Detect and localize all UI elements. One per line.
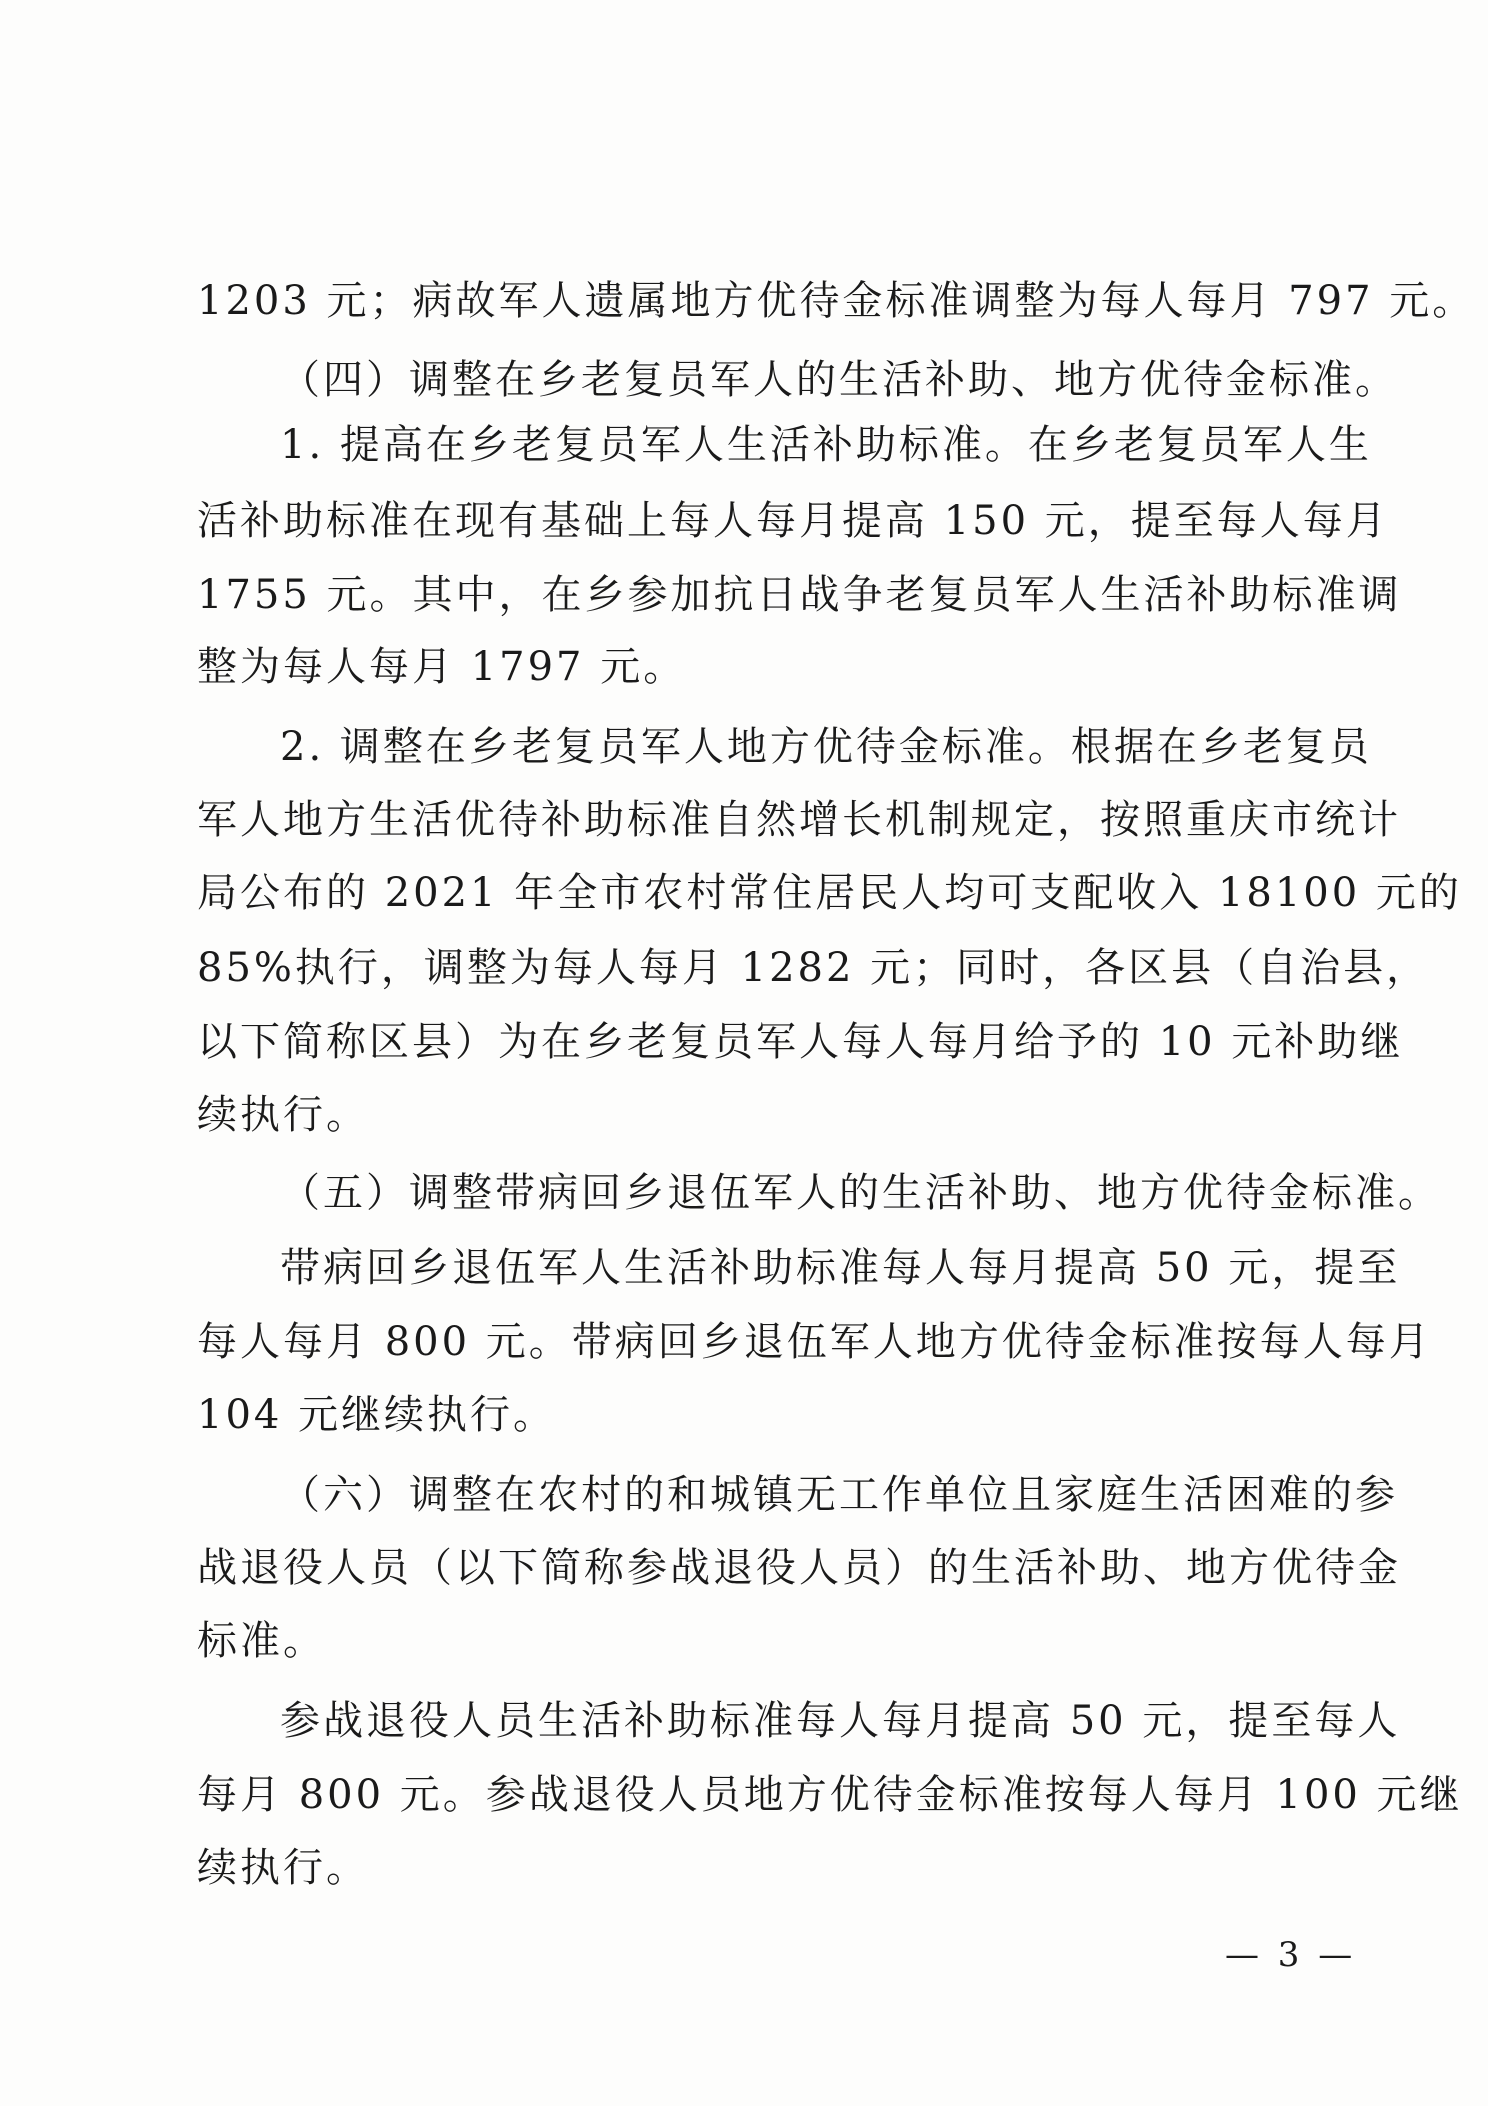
text-line: 续执行。 (197, 1092, 369, 1138)
section-heading-5: （五）调整带病回乡退伍军人的生活补助、地方优待金标准。 (280, 1170, 1441, 1216)
text-line: 整为每人每月 1797 元。 (197, 644, 687, 690)
text-line: 战退役人员（以下简称参战退役人员）的生活补助、地方优待金 (197, 1545, 1401, 1591)
text-line: 104 元继续执行。 (197, 1392, 557, 1438)
text-line: 参战退役人员生活补助标准每人每月提高 50 元，提至每人 (280, 1698, 1401, 1744)
text-line: 1755 元。其中，在乡参加抗日战争老复员军人生活补助标准调 (197, 572, 1402, 618)
text-line: 以下简称区县）为在乡老复员军人每人每月给予的 10 元补助继 (197, 1019, 1404, 1065)
section-heading-4: （四）调整在乡老复员军人的生活补助、地方优待金标准。 (280, 357, 1398, 403)
text-line: 续执行。 (197, 1845, 369, 1891)
text-line: 军人地方生活优待补助标准自然增长机制规定，按照重庆市统计 (197, 797, 1401, 843)
text-line: 1. 提高在乡老复员军人生活补助标准。在乡老复员军人生 (280, 422, 1372, 468)
text-line: 85%执行，调整为每人每月 1282 元；同时，各区县（自治县， (197, 945, 1430, 991)
text-line: 活补助标准在现有基础上每人每月提高 150 元，提至每人每月 (197, 498, 1389, 544)
section-heading-6: （六）调整在农村的和城镇无工作单位且家庭生活困难的参 (280, 1472, 1398, 1518)
text-line: 1203 元；病故军人遗属地方优待金标准调整为每人每月 797 元。 (197, 278, 1476, 324)
text-line: 每人每月 800 元。带病回乡退伍军人地方优待金标准按每人每月 (197, 1319, 1432, 1365)
text-line: 每月 800 元。参战退役人员地方优待金标准按每人每月 100 元继 (197, 1772, 1463, 1818)
text-line: 局公布的 2021 年全市农村常住居民人均可支配收入 18100 元的 (197, 870, 1462, 916)
text-line: 标准。 (197, 1618, 326, 1664)
page-number: — 3 — (1225, 1935, 1357, 1975)
text-line: 2. 调整在乡老复员军人地方优待金标准。根据在乡老复员 (280, 724, 1372, 770)
text-line: 带病回乡退伍军人生活补助标准每人每月提高 50 元，提至 (280, 1245, 1401, 1291)
